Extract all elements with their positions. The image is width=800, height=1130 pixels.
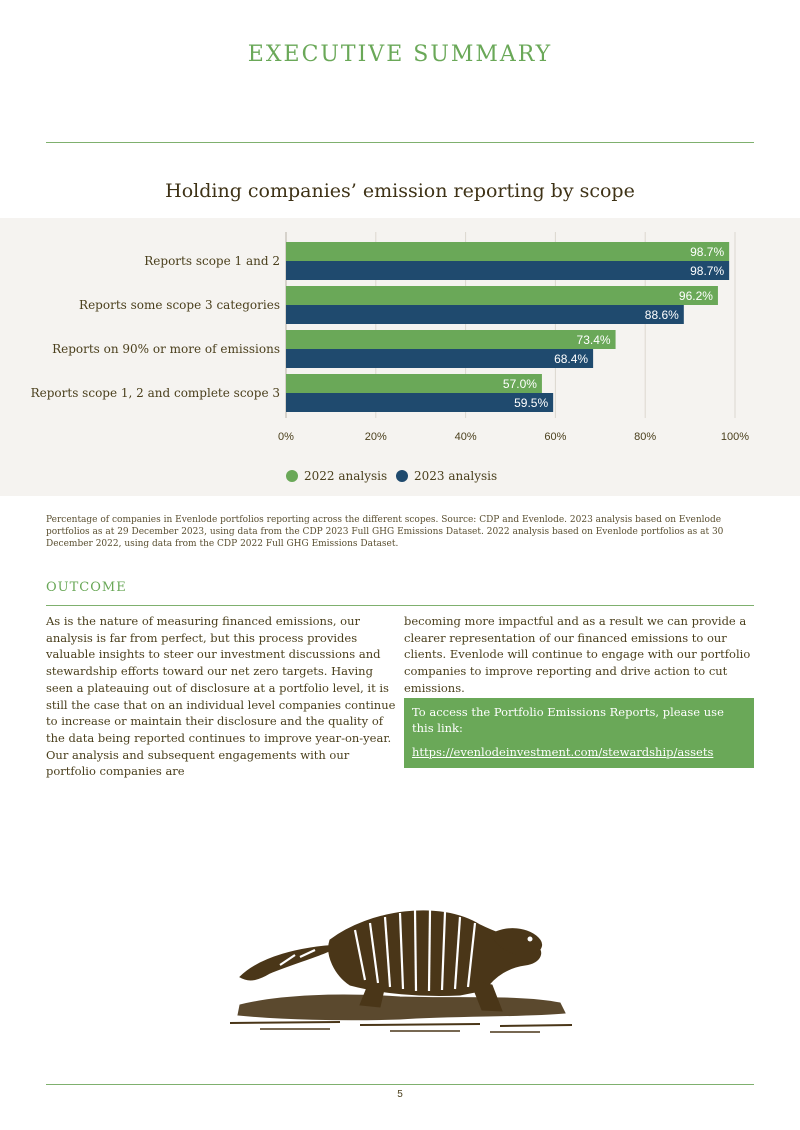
link-callout [404,698,754,768]
callout-text: To access the Portfolio Emissions Reports, please use this link: [412,705,724,735]
category-label: Reports on 90% or more of emissions [52,342,280,356]
bar [286,330,616,349]
category-label: Reports some scope 3 categories [79,298,280,312]
x-tick-label: 40% [454,431,477,443]
bar [286,286,718,305]
otter-illustration-icon [220,895,580,1040]
chart-caption: Percentage of companies in Evenlode portfolios reporting across the different scopes. Source: CDP and Evenlode. 2023 analysis based on Evenlode portfolios as at 29 December 2023, using data from the CDP 2023 Full GHG Emissions Dataset. 2022 analysis based on Evenlode portfolios as at 30 December 2022, using data from the CDP 2022 Full GHG Emissions Dataset. [46,515,724,549]
bar-data-label: 98.7% [690,245,725,259]
bar-data-label: 68.4% [554,352,589,366]
bar [286,242,729,261]
body-text-left: As is the nature of measuring financed emissions, our analysis is far from perfect, but this process provides valuable insights to steer our investment discussions and stewardship efforts toward our net zero targets. Having seen a plateauing out of disclosure at a portfolio level, it is still the case that on an individual level companies continue to increase or maintain their disclosure and the quality of the data being reported continues to improve year-on-year. Our analysis and subsequent engagements with our portfolio companies are [46,614,396,779]
section-divider [46,605,754,606]
legend-marker [286,470,298,482]
divider [46,142,754,143]
legend-label: 2022 analysis [304,469,388,483]
bar-data-label: 96.2% [678,289,713,303]
legend-marker [396,470,408,482]
bar-data-label: 57.0% [502,377,537,391]
x-tick-label: 0% [278,431,294,443]
x-tick-label: 100% [720,431,750,443]
bar [286,261,729,280]
section-heading-outcome: OUTCOME [46,580,127,595]
x-tick-label: 20% [364,431,387,443]
category-label: Reports scope 1, 2 and complete scope 3 [30,386,280,400]
x-tick-label: 80% [634,431,657,443]
bar-chart [0,218,800,496]
legend-label: 2023 analysis [414,469,498,483]
bar [286,305,684,324]
bar-data-label: 73.4% [576,333,611,347]
chart-panel [0,218,800,496]
page-number: 5 [397,1089,403,1100]
bar-data-label: 88.6% [644,308,679,322]
bar-data-label: 98.7% [690,264,725,278]
bar [286,349,593,368]
bar [286,393,553,412]
footer-divider [46,1084,754,1085]
page-title: EXECUTIVE SUMMARY [247,42,553,67]
bar-data-label: 59.5% [514,396,549,410]
category-label: Reports scope 1 and 2 [144,254,280,268]
assets-link[interactable]: https://evenlodeinvestment.com/stewardship/assets [412,745,714,759]
body-text-right: becoming more impactful and as a result we can provide a clearer representation of our financed emissions to our clients. Evenlode will continue to engage with our portfolio companies to improve reporting and drive action to cut emissions. [404,614,751,695]
x-tick-label: 60% [544,431,567,443]
chart-title: Holding companies’ emission reporting by scope [165,180,635,202]
